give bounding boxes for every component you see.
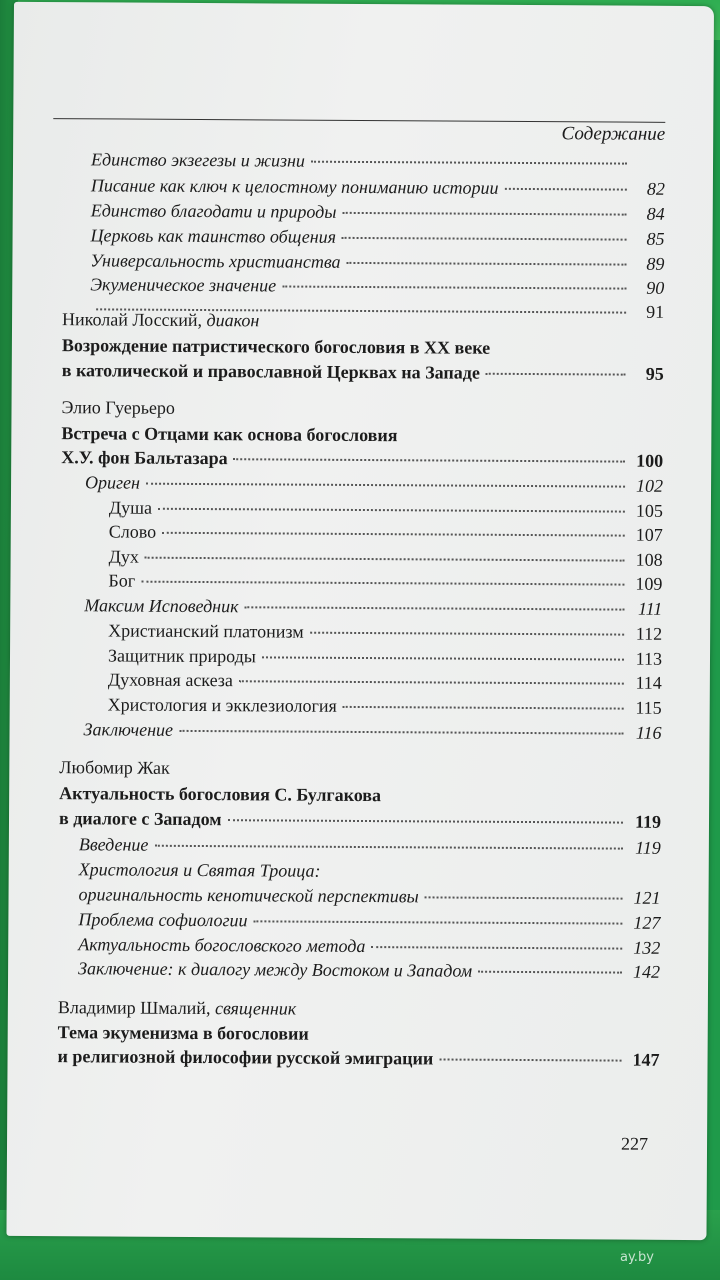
toc-entry <box>109 545 663 570</box>
toc-entry <box>84 594 662 620</box>
toc-entry-page: 107 <box>635 524 663 545</box>
toc-entry <box>59 807 661 833</box>
toc-entry-page: 115 <box>635 697 662 718</box>
author-line <box>61 396 175 419</box>
toc-entry <box>62 359 664 385</box>
leader-dots <box>343 706 624 710</box>
toc-entry <box>78 883 660 909</box>
toc-entry <box>109 496 663 521</box>
author-name: Элио Гуерьеро <box>61 397 176 418</box>
toc-entry <box>57 1045 659 1071</box>
leader-dots <box>311 161 627 165</box>
toc-entry-title: Церковь как таинство общения <box>90 225 337 247</box>
toc-entry <box>78 933 660 959</box>
toc-entry-title: Защитник природы <box>107 645 256 667</box>
toc-entry-page: 105 <box>635 500 663 521</box>
leader-dots <box>342 212 626 216</box>
toc-entry-title: Бог <box>108 570 136 591</box>
toc-entry-title: Заключение <box>83 719 174 740</box>
toc-entry-title-line: Христология и Святая Троица: <box>78 859 321 881</box>
toc-entry-page: 114 <box>635 672 662 693</box>
toc-entry-title: Проблема софиологии <box>78 909 248 931</box>
toc-entry-title: в диалоге с Западом <box>58 808 222 830</box>
book-page <box>6 2 714 1240</box>
toc-entry-title: Актуальность богословского метода <box>78 934 366 957</box>
chapter-title-line: Тема экуменизма в богословии <box>57 1022 309 1044</box>
toc-entry-page: 112 <box>635 623 663 644</box>
leader-dots <box>162 532 625 537</box>
toc-entry-page: 116 <box>635 722 662 743</box>
toc-entry-page: 82 <box>646 178 665 199</box>
toc-entry-title: и религиозной философии русской эмиграции <box>57 1046 434 1069</box>
author-line <box>62 308 259 331</box>
toc-entry-title: Христология и экклезиология <box>107 694 337 716</box>
toc-entry-page: 119 <box>635 837 661 858</box>
toc-entry <box>79 833 661 859</box>
leader-dots <box>254 920 623 924</box>
toc-entry-title: Единство экзегезы и жизни <box>90 149 306 171</box>
toc-entry-title: Максим Исповедник <box>84 595 239 617</box>
leader-dots <box>228 819 623 823</box>
toc-entry <box>91 174 665 200</box>
toc-entry <box>91 148 665 174</box>
leader-dots <box>158 508 625 513</box>
toc-entry-page: 85 <box>646 228 665 249</box>
toc-entry <box>109 520 663 545</box>
toc-entry-page: 90 <box>646 277 665 298</box>
toc-entry-title: Духовная аскеза <box>107 669 234 691</box>
running-title: Содержание <box>561 123 666 145</box>
watermark: ay.by <box>620 1250 654 1265</box>
toc-entry <box>91 199 665 225</box>
leader-dots <box>282 286 626 290</box>
leader-dots <box>310 632 624 636</box>
toc-entry-title: Слово <box>108 521 157 542</box>
leader-dots <box>478 971 622 974</box>
toc-entry-page: 119 <box>634 811 662 832</box>
toc-entry-page: 113 <box>635 648 663 669</box>
toc-entry-title: Ориген <box>85 472 141 493</box>
author-role: диакон <box>206 310 260 331</box>
toc-entry <box>90 249 664 275</box>
toc-entry-title: Заключение: к диалогу между Востоком и Западом <box>78 958 473 981</box>
toc-entry-page: 91 <box>646 301 665 322</box>
toc-entry <box>91 224 665 250</box>
toc-entry <box>108 644 662 669</box>
toc-entry <box>108 668 662 693</box>
chapter-title-line: Встреча с Отцами как основа богословия <box>61 423 398 446</box>
toc-entry-page: 100 <box>636 450 664 471</box>
toc-entry <box>83 718 661 744</box>
author-name: Любомир Жак <box>59 757 170 778</box>
toc-entry <box>108 569 662 594</box>
leader-dots <box>342 237 627 241</box>
header-rule <box>53 118 665 123</box>
toc-entry-title: Введение <box>78 834 149 855</box>
toc-entry-page: 108 <box>635 549 663 570</box>
toc-entry-title: в католической и православной Церквах на Западе <box>61 360 480 383</box>
leader-dots <box>505 188 627 191</box>
toc-entry-title: Христианский платонизм <box>108 620 304 642</box>
toc-entry-page: 95 <box>645 363 664 384</box>
toc-entry-page: 127 <box>633 912 661 933</box>
leader-dots <box>439 1058 621 1061</box>
toc-entry-page: 111 <box>637 598 663 619</box>
toc-entry <box>108 693 662 718</box>
leader-dots <box>141 581 624 586</box>
toc-entry-title: Экуменическое значение <box>90 274 277 296</box>
toc-entry <box>78 908 660 934</box>
toc-entry <box>90 273 664 299</box>
toc-entry-page: 147 <box>632 1049 660 1070</box>
toc-entry-title: оригинальность кенотической перспективы <box>78 884 419 907</box>
leader-dots <box>347 262 627 266</box>
toc-entry <box>61 446 663 472</box>
leader-dots <box>239 680 624 684</box>
toc-entry-title: Х.У. фон Бальтазара <box>61 447 228 469</box>
author-name: Николай Лосский, <box>62 309 207 331</box>
page-number: 227 <box>620 1133 649 1154</box>
leader-dots <box>262 656 624 660</box>
leader-dots <box>154 845 622 850</box>
leader-dots <box>234 458 626 462</box>
leader-dots <box>486 373 626 376</box>
leader-dots <box>179 730 624 735</box>
toc-entry-page: 102 <box>636 475 664 496</box>
toc-entry-page: 121 <box>633 887 661 908</box>
author-name: Владимир Шмалий, <box>57 997 216 1019</box>
leader-dots <box>371 946 622 950</box>
toc-entry-page: 89 <box>646 253 665 274</box>
toc-entry-page: 84 <box>646 203 665 224</box>
toc-entry-page: 132 <box>633 937 661 958</box>
leader-dots <box>245 606 625 610</box>
leader-dots <box>425 896 623 899</box>
toc-entry <box>85 471 663 497</box>
toc-entry <box>78 957 660 983</box>
author-line <box>58 996 297 1019</box>
toc-entry-title: Писание как ключ к целостному пониманию истории <box>90 175 499 198</box>
chapter-title-line: Актуальность богословия С. Булгакова <box>59 783 382 806</box>
toc-entry-title: Душа <box>108 497 153 518</box>
toc-entry-title: Дух <box>108 546 139 567</box>
author-line <box>59 756 170 779</box>
toc-entry <box>108 619 662 644</box>
toc-entry-page: 109 <box>635 573 663 594</box>
author-role: священник <box>214 998 297 1019</box>
chapter-title-line: Возрождение патристического богословия в XX веке <box>61 335 491 358</box>
leader-dots <box>145 557 625 562</box>
toc-entry-title: Единство благодати и природы <box>90 200 337 222</box>
leader-dots <box>146 483 625 488</box>
toc-entry-title: Универсальность христианства <box>90 250 341 272</box>
toc-entry-page: 142 <box>633 961 661 982</box>
